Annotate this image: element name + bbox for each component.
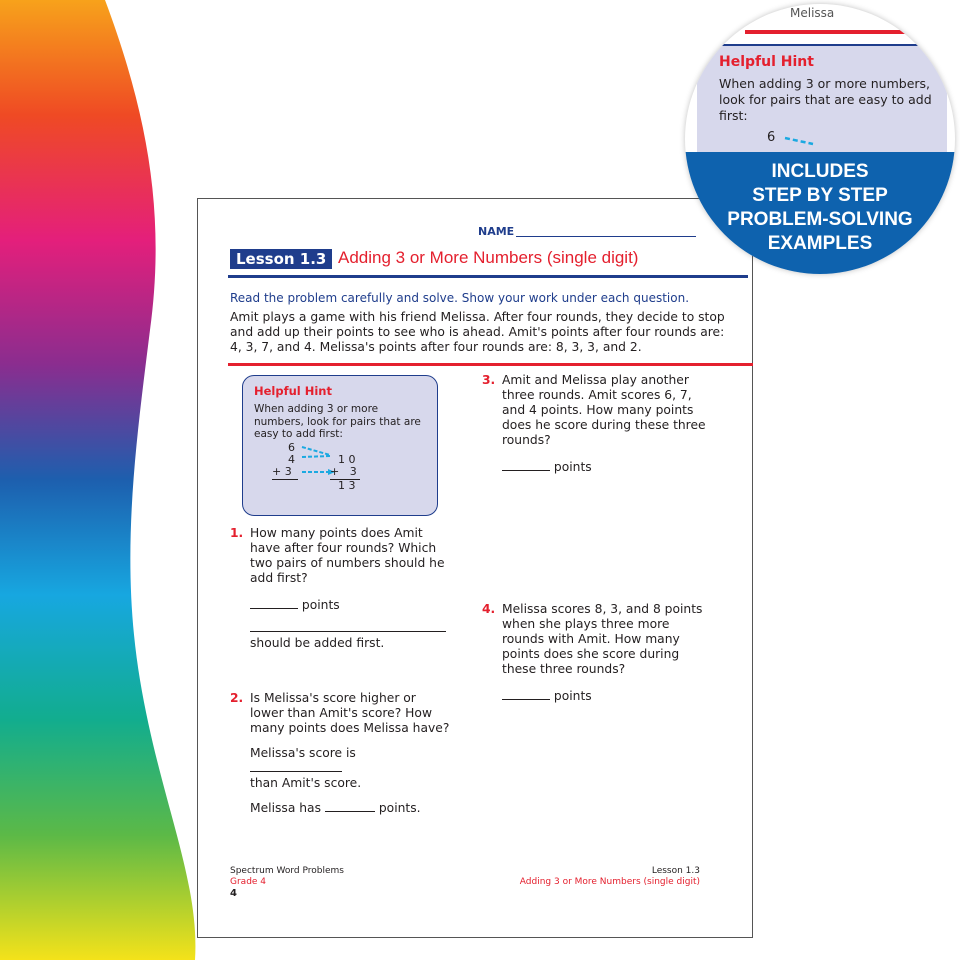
footer-lesson: Lesson 1.3	[651, 866, 700, 876]
question-number: 2.	[230, 691, 244, 705]
answer-label: points	[301, 598, 340, 612]
addend: + 3	[330, 465, 360, 480]
question-text: Amit and Melissa play another three rounds. Amit scores 6, 7, and 4 points. How many points does he score during these three rounds?	[502, 373, 706, 447]
answer-label: Melissa's score is	[250, 746, 356, 760]
lesson-title: Adding 3 or More Numbers (single digit)	[338, 248, 639, 267]
partial-sum: 1 0	[338, 452, 356, 466]
answer-blank[interactable]	[250, 631, 446, 632]
grade: Grade 4	[230, 877, 267, 887]
banner-line: PROBLEM-SOLVING	[727, 209, 913, 230]
footer-right	[520, 866, 700, 888]
worksheet-page	[197, 198, 753, 938]
answer-blank[interactable]	[325, 811, 375, 812]
lesson-badge: Lesson 1.3	[230, 249, 332, 269]
answer-blank[interactable]	[502, 699, 550, 700]
question-2	[230, 691, 450, 816]
banner-line: INCLUDES	[771, 161, 869, 182]
question-number: 4.	[482, 602, 496, 616]
total: 1 3	[338, 478, 356, 492]
footer-lesson-title: Adding 3 or More Numbers (single digit)	[519, 877, 700, 887]
answer-label: points	[553, 460, 592, 474]
divider	[228, 275, 748, 278]
hint-text: When adding 3 or more numbers, look for pairs that are easy to add first:	[719, 76, 932, 123]
feature-banner	[685, 152, 955, 274]
instructions: Read the problem carefully and solve. Show your work under each question.	[230, 291, 690, 305]
answer-label: should be added first.	[250, 636, 385, 650]
addend: 6	[288, 440, 295, 454]
question-4	[482, 602, 707, 704]
answer-label: than Amit's score.	[250, 776, 362, 790]
banner-line: EXAMPLES	[767, 233, 873, 254]
digit: 6	[767, 130, 776, 145]
answer-label: points	[553, 689, 592, 703]
dashed-arrow-icon	[783, 134, 823, 148]
question-1	[230, 526, 450, 651]
partial-text: Melissa	[790, 6, 835, 20]
divider	[228, 363, 753, 366]
hint-title: Helpful Hint	[254, 384, 332, 398]
addend: 4	[288, 452, 295, 466]
answer-label: Melissa has	[250, 801, 322, 815]
magnifier-callout	[685, 4, 955, 274]
hint-text: When adding 3 or more numbers, look for pairs that are easy to add first:	[254, 403, 421, 440]
page-number: 4	[230, 888, 237, 899]
book-title: Spectrum Word Problems	[230, 866, 344, 876]
answer-blank[interactable]	[250, 608, 298, 609]
question-text: Is Melissa's score higher or lower than Amit's score? How many points does Melissa have?	[250, 691, 450, 735]
hint-example	[254, 441, 426, 501]
banner-line: STEP BY STEP	[752, 185, 888, 206]
name-line[interactable]	[516, 236, 696, 237]
question-number: 3.	[482, 373, 496, 387]
hint-title: Helpful Hint	[719, 54, 814, 70]
name-label: NAME	[478, 225, 515, 238]
answer-blank[interactable]	[250, 771, 342, 772]
addend: + 3	[272, 465, 298, 480]
answer-blank[interactable]	[502, 470, 550, 471]
question-number: 1.	[230, 526, 244, 540]
question-text: Melissa scores 8, 3, and 8 points when she plays three more rounds with Amit. How many points does she score during these three rounds?	[502, 602, 703, 676]
question-text: How many points does Amit have after four rounds? Which two pairs of numbers should he add first?	[250, 526, 445, 585]
answer-label: points.	[378, 801, 421, 815]
question-3	[482, 373, 707, 475]
story-text: Amit plays a game with his friend Melissa. After four rounds, they decide to stop and add up their points to see who is ahead. Amit's points after four rounds are: 4, 3, 7, and 4. Melissa's points after four rounds are: 8, 3, 3, and 2.	[230, 310, 725, 354]
magnified-hint	[697, 44, 947, 164]
rainbow-wave-decoration	[0, 0, 220, 960]
helpful-hint-box	[242, 375, 438, 516]
divider	[745, 30, 905, 34]
footer-left	[230, 866, 344, 899]
